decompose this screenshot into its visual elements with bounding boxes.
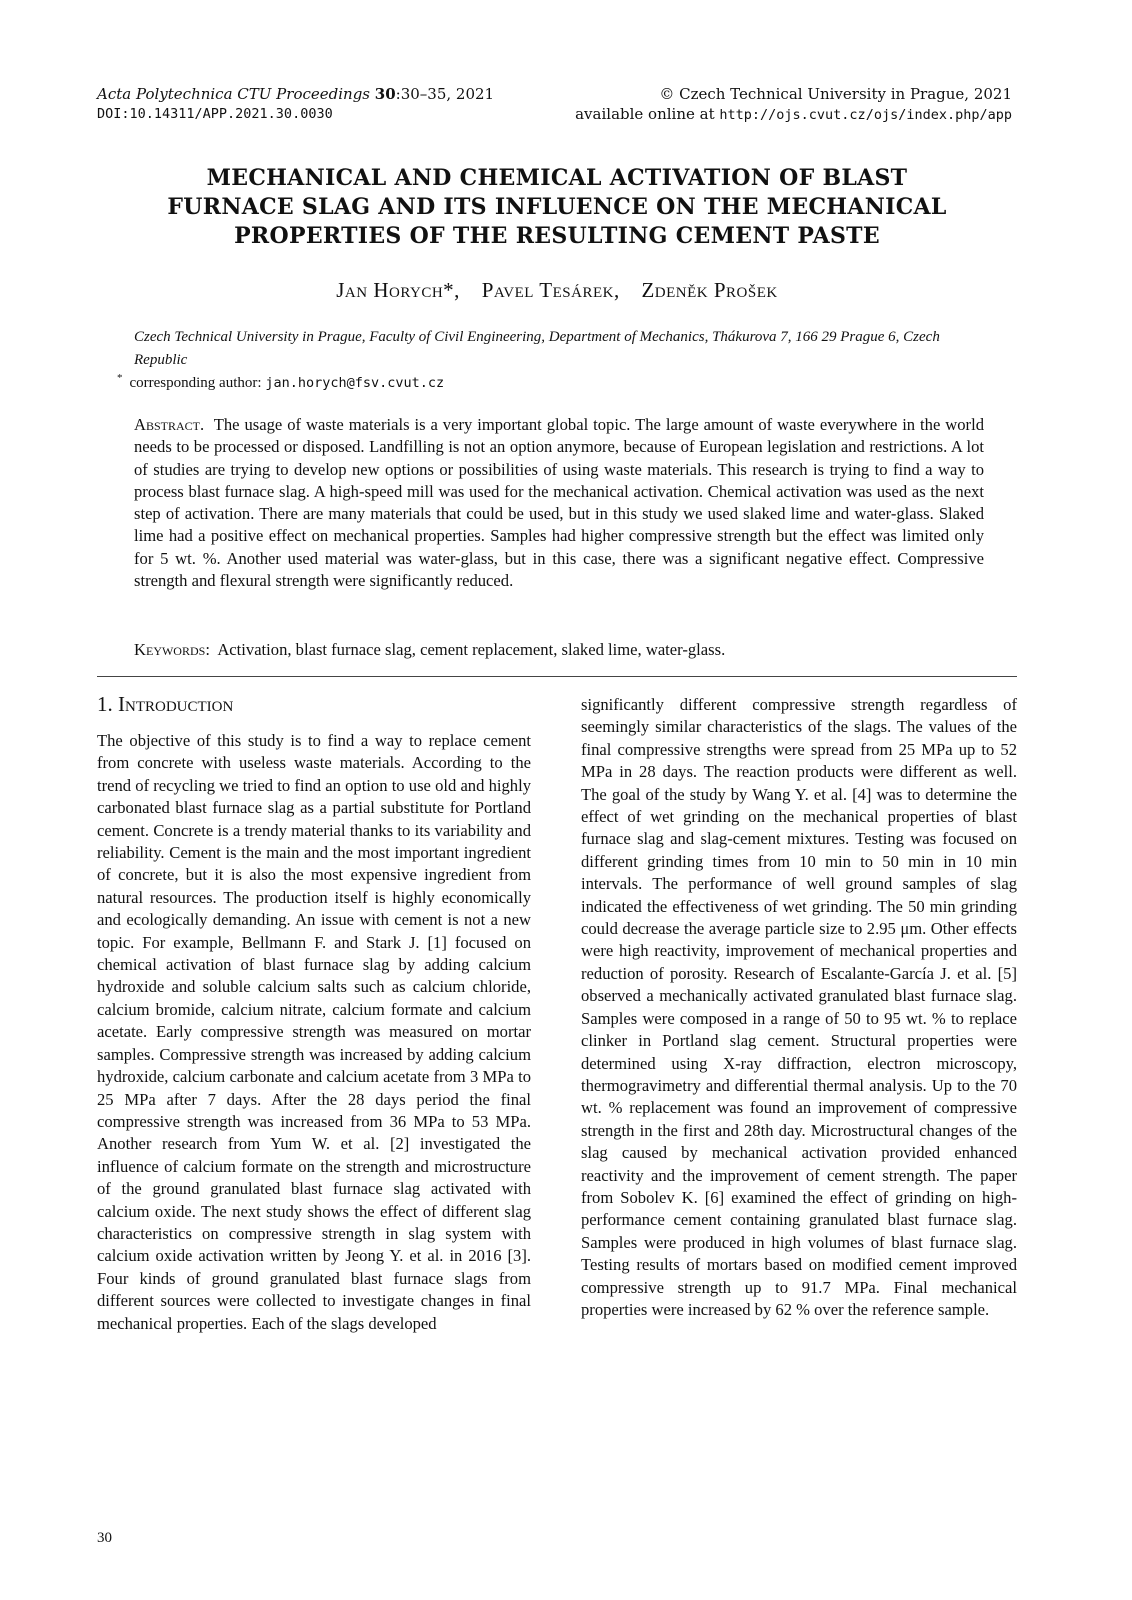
keywords — [134, 640, 984, 660]
corresponding-label: corresponding author: — [129, 375, 266, 391]
section-title: Introduction — [118, 692, 234, 716]
section-heading — [97, 692, 233, 717]
author-name: Jan Horych*, — [336, 278, 460, 302]
abstract — [134, 414, 984, 592]
doi: DOI:10.14311/APP.2021.30.0030 — [97, 106, 333, 122]
title-line: MECHANICAL AND CHEMICAL ACTIVATION OF BLAST — [206, 165, 908, 191]
journal-volume: 30 — [374, 85, 396, 103]
section-divider — [97, 676, 1017, 677]
title-line: FURNACE SLAG AND ITS INFLUENCE ON THE MECHANICAL — [167, 194, 947, 220]
keywords-label: Keywords: — [134, 640, 210, 659]
copyright-notice: © Czech Technical University in Prague, 2021 — [659, 85, 1012, 103]
author-name: Pavel Tesárek, — [481, 278, 620, 302]
body-column-left: The objective of this study is to find a way to replace cement from concrete with useless waste materials. According to the trend of recycling we tried to find an option to use old and highly carbonated blast furnace slag as a partial substitute for Portland cement. Concrete is a trendy material thanks to its variability and reliability. Cement is the main and the most important ingredient of concrete, but it is also the most expensive ingredient from natural resources. The production itself is highly economically and ecologically demanding. An issue with cement is not a new topic. For example, Bellmann F. and Stark J. [1] focused on chemical activation of blast furnace slag by adding calcium hydroxide and soluble calcium salts such as calcium chloride, calcium bromide, calcium nitrate, calcium formate and calcium acetate. Early compressive strength was measured on mortar samples. Compressive strength was increased by adding calcium hydroxide, calcium carbonate and calcium acetate from 3 MPa to 25 MPa after 7 days. After the 28 days period the final compressive strength was increased from 36 MPa to 53 MPa. Another research from Yum W. et al. [2] investigated the influence of calcium formate on the strength and microstructure of the ground granulated blast furnace slag activated with calcium oxide. The next study shows the effect of different slag characteristics on compressive strength in slag system with calcium oxide activation written by Jeong Y. et al. in 2016 [3]. Four kinds of ground granulated blast furnace slags from different sources were collected to investigate changes in final mechanical properties. Each of the slags developed — [97, 731, 531, 1333]
paper-title — [97, 164, 1017, 251]
abstract-text: The usage of waste materials is a very important global topic. The large amount of waste everywhere in the world needs to be processed or disposed. Landfilling is not an option anymore, because of European legislation and restrictions. A lot of studies are trying to develop new options or possibilities of using waste materials. This research is trying to find a way to process blast furnace slag. A high-speed mill was used for the mechanical activation. Chemical activation was used as the next step of activation. There are many materials that could be used, but in this study we used slaked lime and water-glass. Slaked lime had a positive effect on mechanical properties. Samples had higher compressive strength but the effect was limited only for 5 wt. %. Another used material was water-glass, but in this case, there was a significant negative effect. Compressive strength and flexural strength were significantly reduced. — [134, 415, 984, 591]
running-header-right — [575, 84, 1012, 125]
available-online-label: available online at — [575, 105, 720, 123]
page-number: 30 — [97, 1530, 112, 1546]
author-name: Zdeněk Prošek — [641, 278, 778, 302]
author-list — [97, 278, 1017, 303]
running-header-left — [97, 84, 494, 124]
section-number: 1. — [97, 692, 113, 716]
body-column-right: significantly different compressive strength regardless of seemingly similar characteristics of the slags. The values of the final compressive strengths were spread from 25 MPa up to 52 MPa in 28 days. The reaction products were different as well. The goal of the study by Wang Y. et al. [4] was to determine the effect of wet grinding on the mechanical properties of blast furnace slag and slag-cement mixtures. Testing was focused on different grinding times from 10 min to 50 min in 10 min intervals. The performance of well ground samples of slag indicated the effectiveness of wet grinding. The 50 min grinding could decrease the average particle size to 2.95 μm. Other effects were high reactivity, improvement of mechanical properties and reduction of porosity. Research of Escalante-García J. et al. [5] observed a mechanically activated granulated blast furnace slag. Samples were composed in a range of 50 to 95 wt. % to replace clinker in Portland slag cement. Structural properties were determined using X-ray diffraction, electron microscopy, thermogravimetry and differential thermal analysis. Up to the 70 wt. % replacement was found an improvement of compressive strength in the first and 28th day. Microstructural changes of the slag caused by mechanical activation provided enhanced reactivity and the improvement of cement strength. The paper from Sobolev K. [6] examined the effect of grinding on high-performance cement containing granulated blast furnace slag. Samples were produced in high volumes of blast furnace slag. Testing results of mortars based on modified cement improved compressive strength up to 91.7 MPa. Final mechanical properties were increased by 62 % over the reference sample. — [581, 695, 1017, 1319]
journal-name: Acta Polytechnica CTU Proceedings — [97, 85, 370, 103]
keywords-text: Activation, blast furnace slag, cement replacement, slaked lime, water-glass. — [217, 640, 726, 659]
corresponding-marker: * — [117, 372, 123, 384]
abstract-label: Abstract. — [134, 415, 205, 434]
affiliation: Czech Technical University in Prague, Faculty of Civil Engineering, Department of Mechanics, Thákurova 7, 166 29 Prague 6, Czech Republic — [134, 329, 940, 368]
title-line: PROPERTIES OF THE RESULTING CEMENT PASTE — [234, 223, 880, 249]
author-email-link[interactable]: jan.horych@fsv.cvut.cz — [265, 375, 445, 391]
journal-url-link[interactable]: http://ojs.cvut.cz/ojs/index.php/app — [719, 107, 1012, 123]
journal-pages: :30–35, 2021 — [395, 85, 495, 103]
corresponding-author — [117, 372, 444, 392]
